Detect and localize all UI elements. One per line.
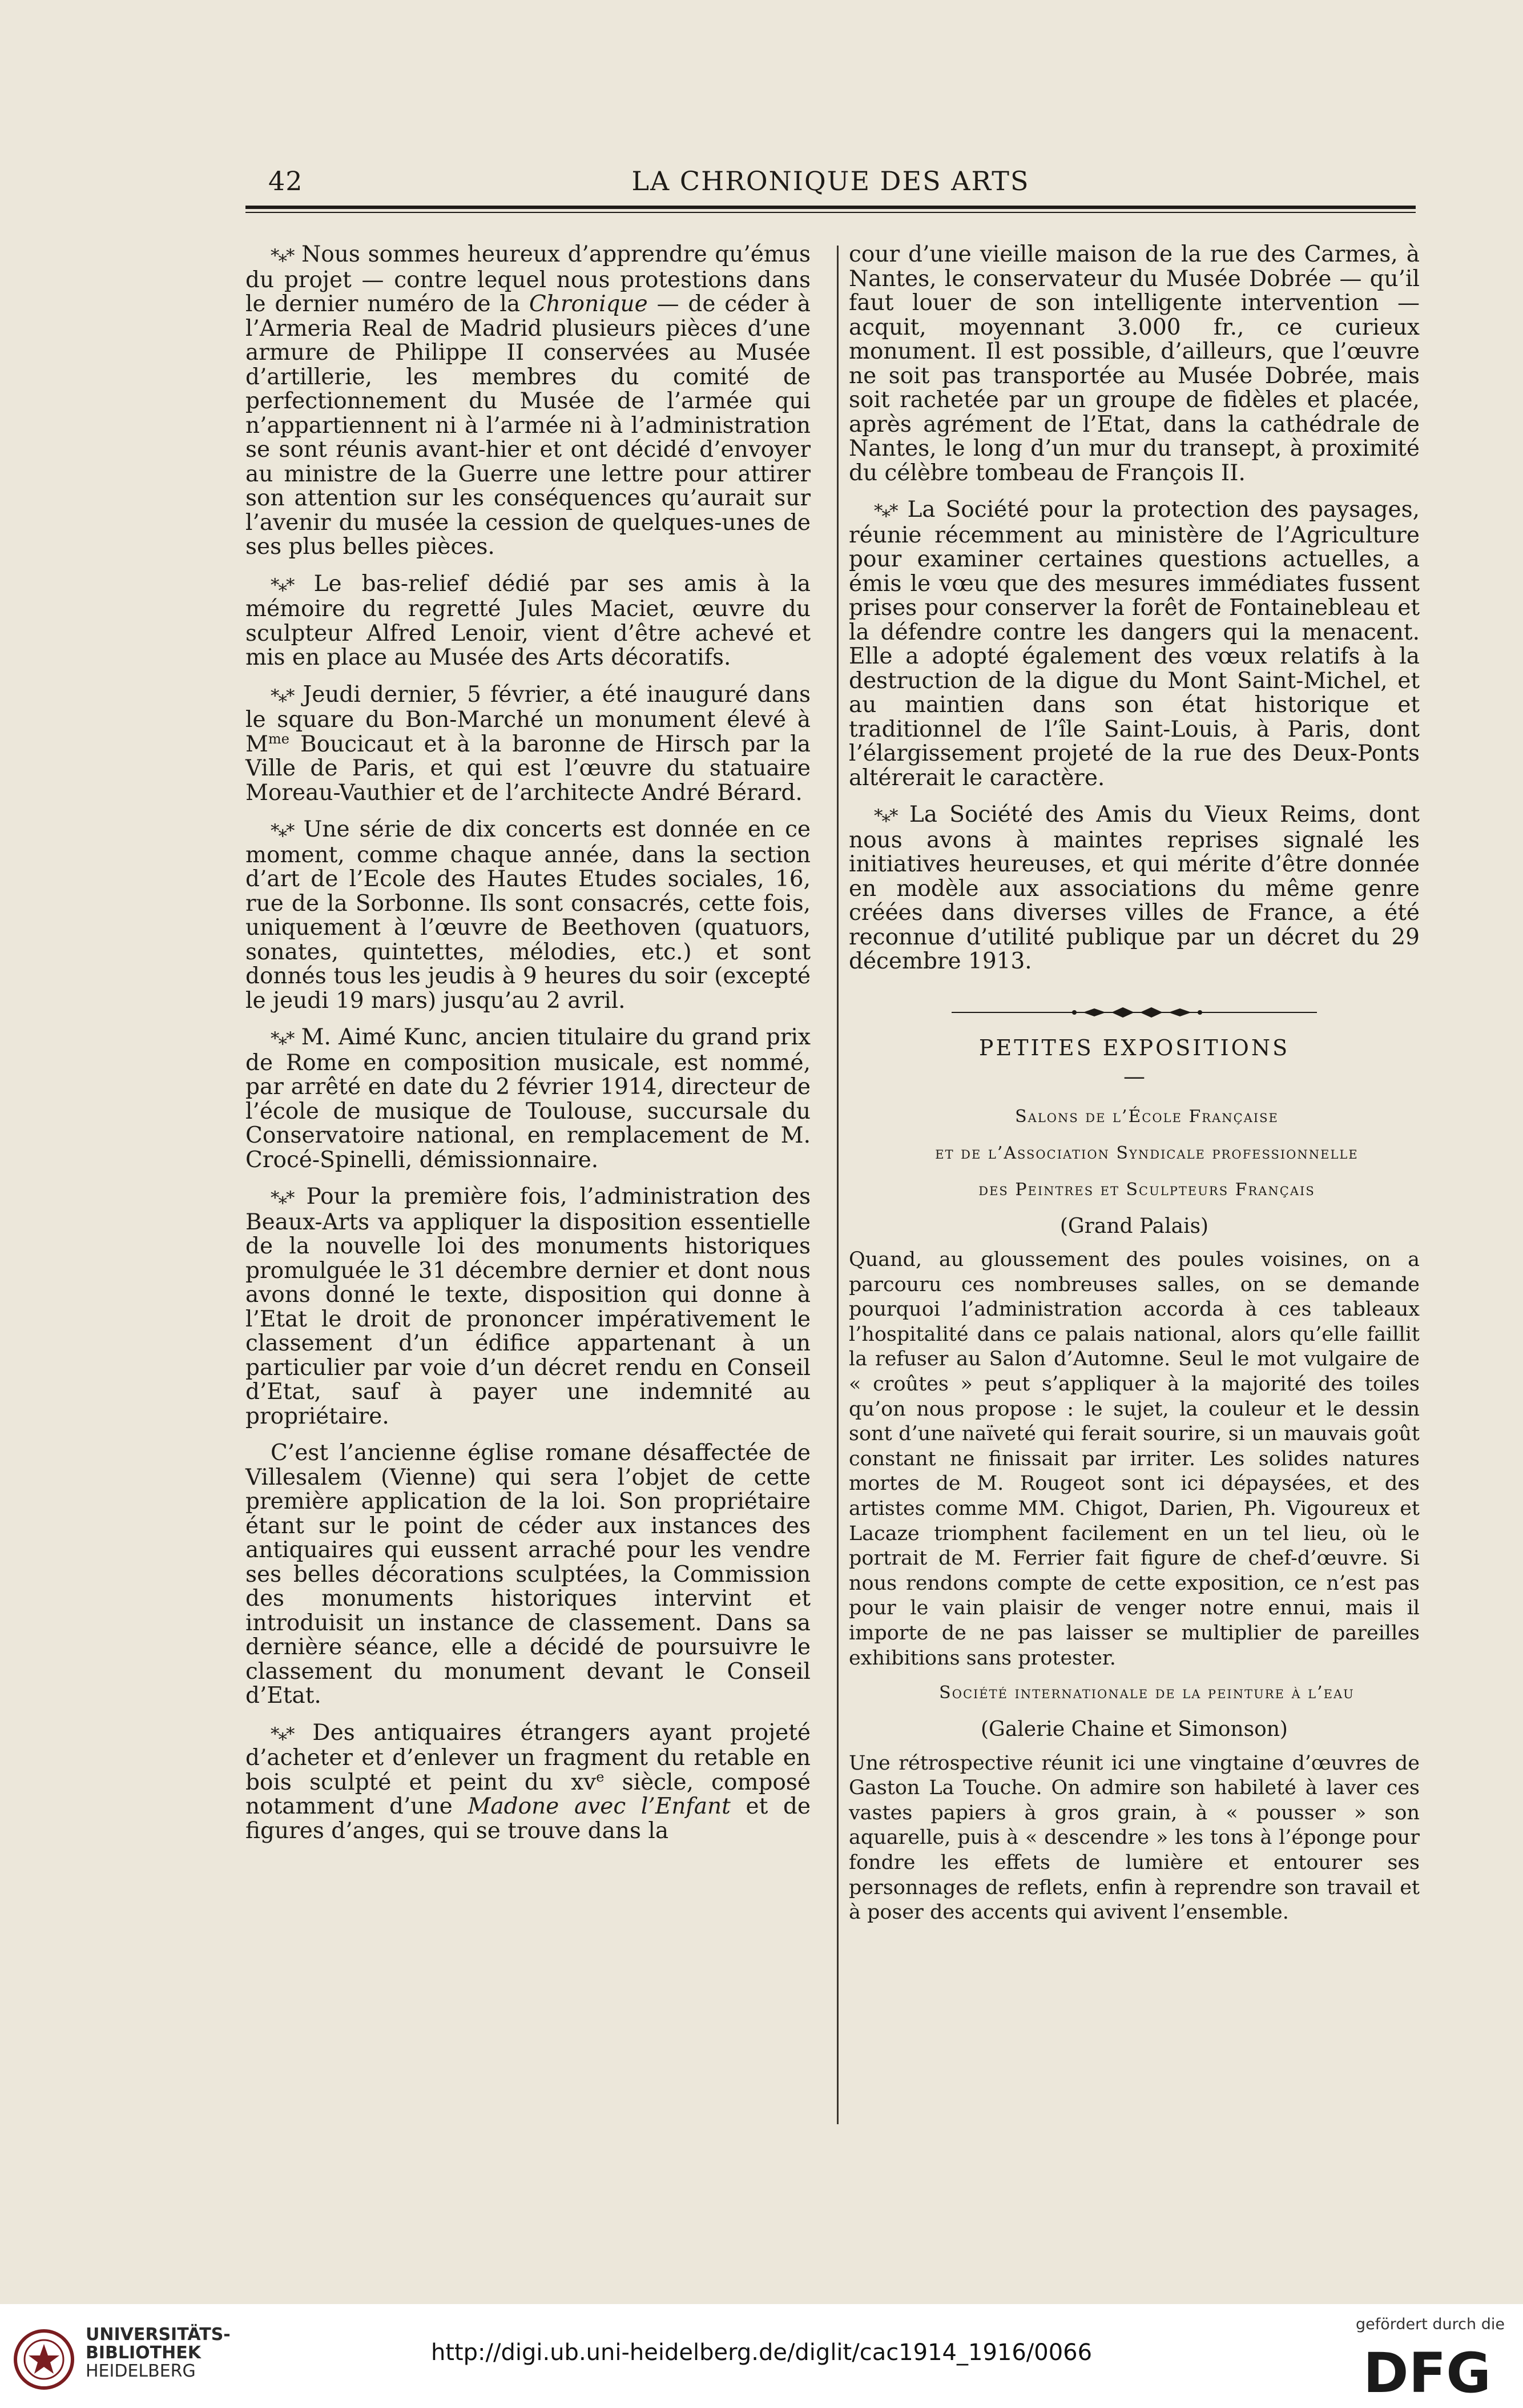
superscript-text: me	[268, 730, 289, 747]
exhibition-heading: et de l’Association Syndicale professionnelle	[935, 1143, 1359, 1163]
left-column	[245, 243, 811, 1856]
text-run: Le bas-relief dédié par ses amis à la mémoire du regretté Jules Maciet, œuvre du sculpteur Alfred Lenoir, vient d’être achevé et mis en place au Musée des Arts décoratifs.	[245, 570, 811, 670]
review-text	[849, 1248, 1420, 1671]
funding-label: gefördert durch die	[1356, 2315, 1505, 2333]
text-run: Quand, au gloussement des poules voisines, on a parcouru ces nombreuses salles, on se demande pourquoi l’administration accorda à ces tableaux l’hospitalité dans ce palais national, alors qu’elle faillit la refuser au Salon d’Automne. Seul le mot vulgaire de « croûtes » peut s’appliquer à la majorité des toiles qu’on nous propose : le sujet, la couleur et le dessin sont d’une naïveté qui ferait sourire, si un mauvais goût constant ne finissait par irriter. Les solides natures mortes de M. Rougeot sont ici dépaysées, et des artistes comme MM. Chigot, Darien, Ph. Vigoureux et Lacaze triomphent facilement en un tel lieu, où le portrait de M. Ferrier fait figure de chef-d’œuvre. Si nous rendons compte de cette exposition, ce n’est pas pour le vain plaisir de venger notre ennui, mais il importe de ne pas laisser se multiplier de pareilles exhibitions sans protester.	[849, 1248, 1420, 1670]
news-item-continuation	[245, 1441, 811, 1708]
text-run: et de figures d’anges, qui se trouve dans la	[245, 1794, 811, 1844]
asterism: *⁎*	[271, 1723, 294, 1744]
news-item	[245, 683, 811, 806]
asterism: *⁎*	[271, 1188, 294, 1208]
asterism: *⁎*	[271, 685, 294, 706]
dfg-logo-text: DFG	[1363, 2341, 1492, 2402]
dfg-logo-icon	[1363, 2339, 1500, 2402]
asterism: *⁎*	[271, 821, 294, 841]
text-run: — de céder à l’Armeria Real de Madrid plusieurs pièces d’une armure de Philippe II conservées au Musée d’artillerie, les membres du comité de perfectionnement du Musée de l’armée qui n’appartiennent ni à l’armée ni à l’administration se sont réunis avant-hier et ont décidé d’envoyer au ministre de la Guerre une lettre pour attirer son attention sur les conséquences qu’aurait sur l’avenir du musée la cession de quelques-unes de ses plus belles pièces.	[245, 291, 811, 560]
section-title: PETITES EXPOSITIONS	[978, 1035, 1290, 1060]
text-run: Pour la première fois, l’administration des Beaux-Arts va appliquer la disposition essentielle de la nouvelle loi des monuments historiques promulguée le 31 décembre dernier et dont nous avons donné le texte, disposition qui donne à l’Etat le droit de prononcer impérativement le classement d’un édifice appartenant à un particulier par voie d’un décret rendu en Conseil d’Etat, sauf à payer une indemnité au propriétaire.	[245, 1184, 811, 1429]
exhibition-heading: des Peintres et Sculpteurs Français	[978, 1179, 1315, 1200]
library-name-line: UNIVERSITÄTS-	[86, 2325, 231, 2345]
column-divider	[837, 246, 839, 2124]
library-name-line: HEIDELBERG	[86, 2361, 196, 2381]
header-rule	[245, 206, 1416, 209]
exhibition-heading: Société internationale de la peinture à l’eau	[939, 1683, 1355, 1703]
review-text	[849, 1751, 1420, 1925]
library-name-line: BIBLIOTHEK	[86, 2343, 201, 2363]
text-run: Une série de dix concerts est donnée en ce moment, comme chaque année, dans la section d’art de l’Ecole des Hautes Etudes sociales, 16, rue de la Sorbonne. Ils sont consacrés, cette fois, uniquement à l’œuvre de Beethoven (quatuors, sonates, quintettes, mélodies, etc.) et sont donnés tous les jeudis à 9 heures du soir (excepté le jeudi 19 mars) jusqu’au 2 avril.	[245, 817, 811, 1014]
page-number: 42	[268, 166, 303, 196]
text-run: C’est l’ancienne église romane désaffectée de Villesalem (Vienne) qui sera l’objet de cette première application de la loi. Son propriétaire étant sur le point de céder aux instances des antiquaires qui eussent arraché pour les vendre ses belles décorations sculptées, la Commission des monuments historiques intervint et introduisit un instance de classement. Dans sa dernière séance, elle a décidé de poursuivre le classement du monument devant le Conseil d’Etat.	[245, 1440, 811, 1708]
text-run: M. Aimé Kunc, ancien titulaire du grand prix de Rome en composition musicale, est nommé, par arrêté en date du 2 février 1914, directeur de l’école de musique de Toulouse, succursale du Conservatoire national, en remplacement de M. Crocé-Spinelli, démissionnaire.	[245, 1024, 811, 1173]
ornamental-rule	[952, 1004, 1317, 1021]
superscript-text: e	[596, 1768, 605, 1785]
italic-text: Chronique	[529, 291, 648, 317]
text-run: Des antiquaires étrangers ayant projeté d’acheter et d’enlever un fragment du retable en bois sculpté et peint du xv	[245, 1719, 811, 1795]
asterism: *⁎*	[271, 1028, 294, 1049]
text-run: Une rétrospective réunit ici une vingtaine d’œuvres de Gaston La Touche. On admire son habileté à laver ces vastes papiers à gros grain, à « pousser » son aquarelle, puis à « descendre » les tons à l’éponge pour fondre les effets de lumière et entourer ses personnages de reflets, enfin à reprendre son travail et à poser des accents qui avivent l’ensemble.	[849, 1751, 1420, 1924]
text-run: Nous sommes heureux d’apprendre qu’émus du projet — contre lequel nous protestions dans le dernier numéro de la	[245, 242, 811, 317]
running-title: LA CHRONIQUE DES ARTS	[631, 166, 1030, 196]
asterism: *⁎*	[874, 806, 897, 826]
news-item	[849, 803, 1420, 974]
news-item	[245, 243, 811, 560]
news-item-continuation	[849, 243, 1420, 485]
right-column	[849, 243, 1420, 1933]
news-item	[245, 818, 811, 1013]
review-paragraph	[849, 1248, 1420, 1671]
news-item	[245, 572, 811, 670]
exhibition-venue: (Galerie Chaine et Simonson)	[981, 1718, 1288, 1742]
news-item	[849, 498, 1420, 790]
section-dash: —	[1123, 1064, 1145, 1089]
viewer-footer	[0, 2304, 1523, 2408]
exhibition-heading: Salons de l’École Française	[1015, 1106, 1279, 1127]
asterism: *⁎*	[271, 246, 294, 266]
text-run: Jeudi dernier, 5 février, a été inauguré dans le square du Bon-Marché un monument élevé à M	[245, 681, 811, 757]
header-rule-thin	[245, 212, 1416, 213]
asterism: *⁎*	[271, 574, 294, 596]
italic-text: Madone avec l’Enfant	[468, 1794, 731, 1819]
permalink-url[interactable]: http://digi.ub.uni-heidelberg.de/diglit/cac1914_1916/0066	[430, 2339, 1093, 2366]
exhibition-venue: (Grand Palais)	[1059, 1214, 1209, 1238]
text-run: siècle, composé notamment d’une	[245, 1769, 811, 1819]
asterism: *⁎*	[874, 501, 897, 521]
page-header	[245, 166, 1416, 206]
text-run: La Société pour la protection des paysages, réunie récemment au ministère de l’Agriculture pour examiner certaines questions actuelles, a émis le vœu que des mesures immédiates fussent prises pour conserver la forêt de Fontainebleau et la défendre contre les dangers qui la menacent. Elle a adopté également des vœux relatifs à la destruction de la digue du Mont Saint-Michel, et au maintien dans son état historique et traditionnel de l’île Saint-Louis, à Paris, dont l’élargissement projeté de la rue des Deux-Ponts altérerait le caractère.	[849, 497, 1420, 791]
text-run: Boucicaut et à la baronne de Hirsch par la Ville de Paris, et qui est l’œuvre du statuaire Moreau-Vauthier et de l’architecte André Bérard.	[245, 731, 811, 806]
text-run: cour d’une vieille maison de la rue des Carmes, à Nantes, le conservateur du Musée Dobrée — qu’il faut louer de son intelligente intervention — acquit, moyennant 3.000 fr., ce curieux monument. Il est possible, d’ailleurs, que l’œuvre ne soit pas transportée au Musée Dobrée, mais soit rachetée par un groupe de fidèles et placée, après agrément de l’Etat, dans la cathédrale de Nantes, le long d’un mur du transept, à proximité du célèbre tombeau de François II.	[849, 242, 1420, 486]
news-item	[245, 1185, 811, 1429]
news-item	[245, 1721, 811, 1844]
text-run: La Société des Amis du Vieux Reims, dont nous avons à maintes reprises signalé les initiatives heureuses, et qui mérite d’être donnée en modèle aux associations du même genre créées dans diverses villes de France, a été reconnue d’utilité publique par un décret du 29 décembre 1913.	[849, 802, 1420, 974]
review-paragraph	[849, 1751, 1420, 1925]
news-item	[245, 1026, 811, 1172]
